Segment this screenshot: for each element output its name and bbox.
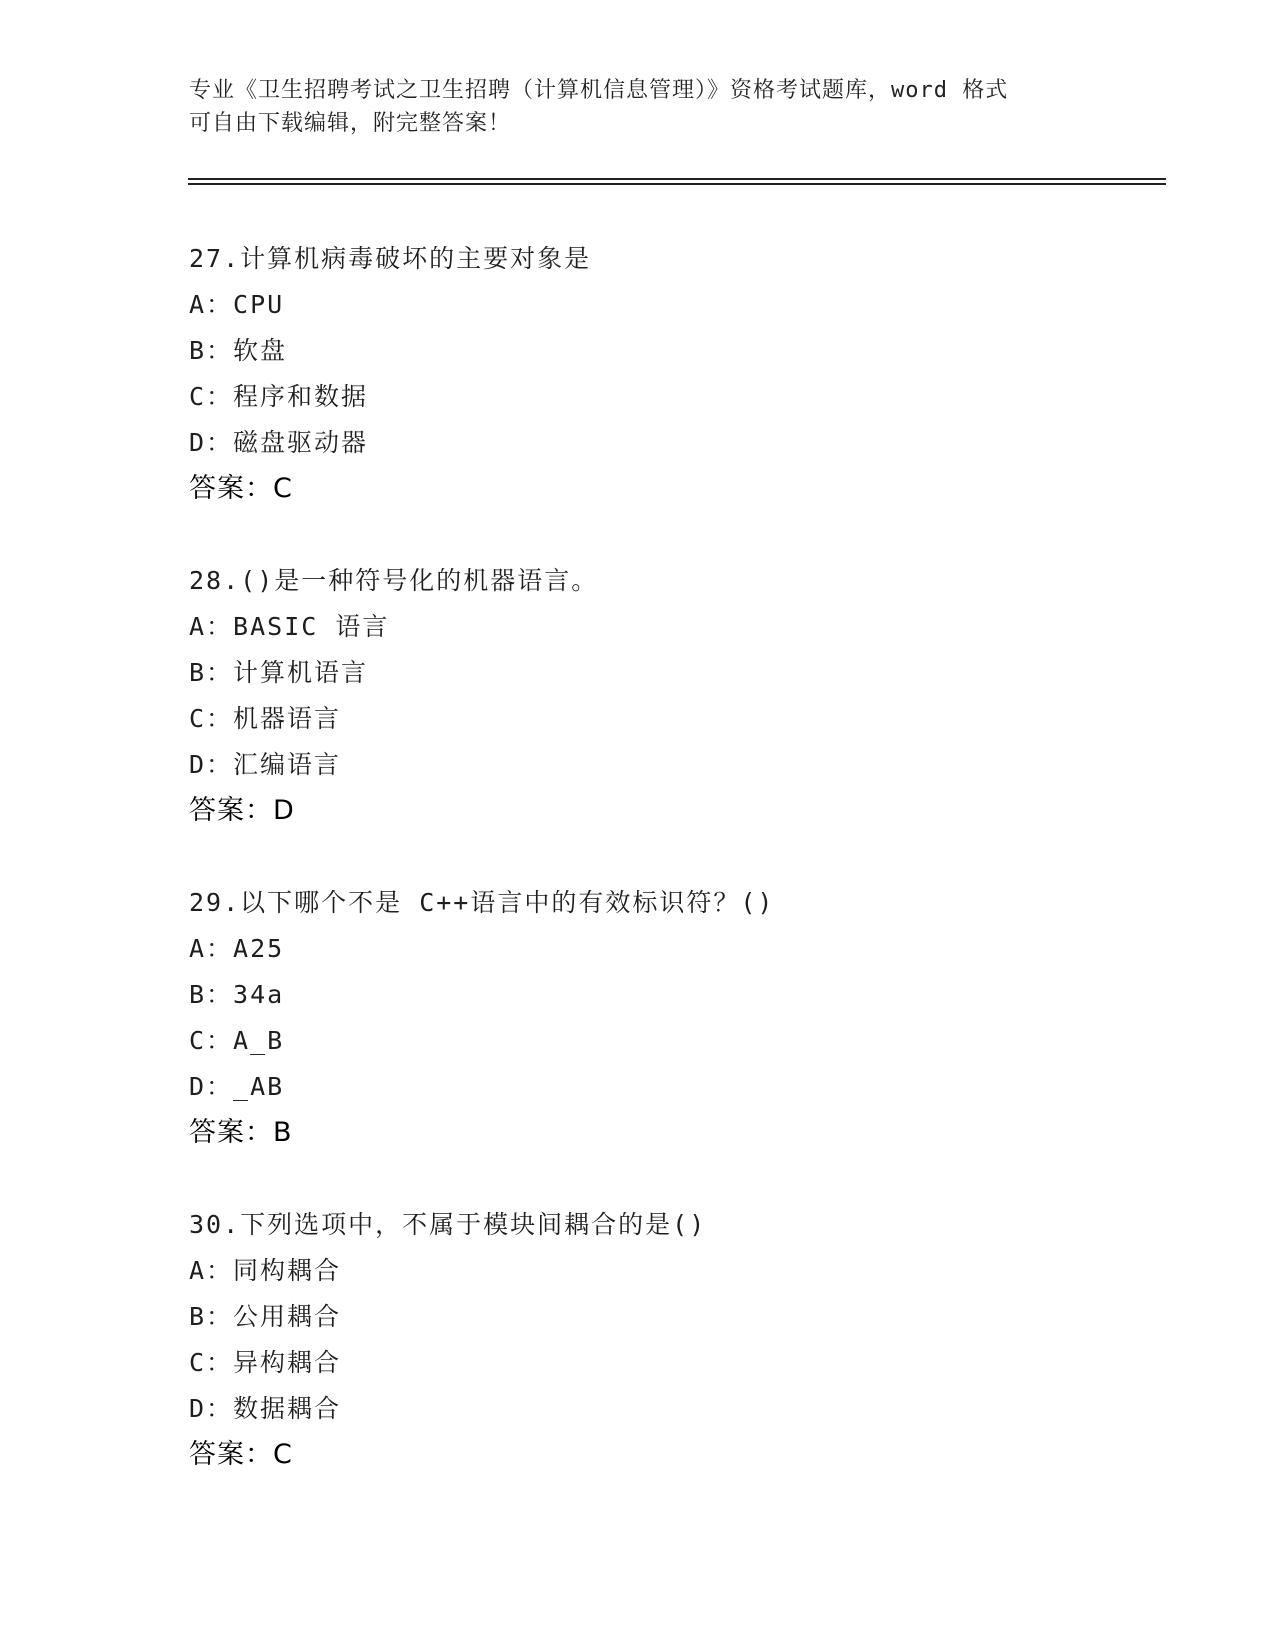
answer: 答案：D: [189, 795, 295, 826]
option-a: A：A25: [189, 934, 285, 963]
question-27: [189, 236, 1149, 512]
question-30: [189, 1202, 1149, 1478]
document-header: [189, 74, 1089, 140]
header-line-1: 专业《卫生招聘考试之卫生招聘（计算机信息管理）》资格考试题库，word 格式: [189, 78, 1009, 103]
question-stem: 29.以下哪个不是 C++语言中的有效标识符？(): [189, 888, 775, 917]
question-29: [189, 880, 1149, 1156]
option-c: C：机器语言: [189, 704, 342, 733]
question-stem: 27.计算机病毒破坏的主要对象是: [189, 244, 592, 273]
option-b: B：公用耦合: [189, 1302, 342, 1331]
header-line-2: 可自由下载编辑，附完整答案！: [189, 111, 512, 136]
header-divider-bottom: [188, 183, 1166, 185]
option-c: C：程序和数据: [189, 382, 369, 411]
option-c: C：异构耦合: [189, 1348, 342, 1377]
option-d: D：_AB: [189, 1072, 285, 1101]
answer: 答案：C: [189, 473, 293, 504]
question-stem: 28.()是一种符号化的机器语言。: [189, 566, 599, 595]
option-b: B：计算机语言: [189, 658, 369, 687]
header-divider-top: [188, 178, 1166, 180]
option-a: A：CPU: [189, 290, 285, 319]
option-b: B：软盘: [189, 336, 288, 365]
question-28: [189, 558, 1149, 834]
option-a: A：BASIC 语言: [189, 612, 390, 641]
option-b: B：34a: [189, 980, 285, 1009]
option-d: D：汇编语言: [189, 750, 342, 779]
option-d: D：数据耦合: [189, 1394, 342, 1423]
answer: 答案：C: [189, 1439, 293, 1470]
option-a: A：同构耦合: [189, 1256, 342, 1285]
option-c: C：A_B: [189, 1026, 285, 1055]
question-stem: 30.下列选项中，不属于模块间耦合的是(): [189, 1210, 707, 1239]
option-d: D：磁盘驱动器: [189, 428, 369, 457]
answer: 答案：B: [189, 1117, 293, 1148]
